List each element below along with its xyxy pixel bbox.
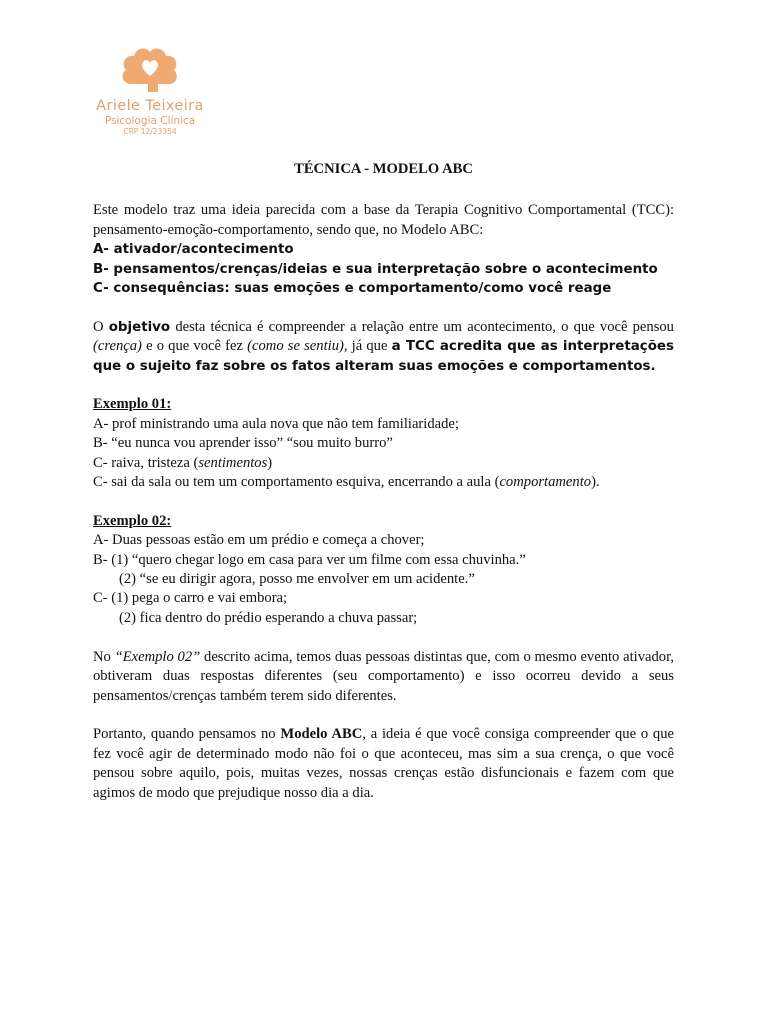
example-2-b1: B- (1) “quero chegar logo em casa para ver um filme com essa chuvinha.” (93, 551, 526, 568)
document-body (93, 160, 674, 803)
logo (94, 44, 206, 136)
abc-item-b: B- pensamentos/crenças/ideias e sua interpretação sobre o acontecimento (93, 261, 658, 277)
logo-subtitle: Psicologia Clínica (104, 115, 196, 127)
example-1-d: C- sai da sala ou tem um comportamento esquiva, encerrando a aula (comportamento). (93, 474, 600, 491)
page-title: TÉCNICA - MODELO ABC (294, 161, 473, 177)
abc-item-c: C- consequências: suas emoções e comportamento/como você reage (93, 281, 612, 297)
abc-item-a: A- ativador/acontecimento (93, 242, 294, 258)
logo-name: Ariele Teixeira (96, 98, 204, 114)
objective-paragraph: O objetivo desta técnica é compreender a relação entre um acontecimento, o que você pensou (crença) e o que você fez (como se sentiu), já que a TCC acredita que as interpretações que o sujeito faz sobre os fatos alteram suas emoções e comportamentos. (93, 318, 674, 374)
example-2-c2: (2) fica dentro do prédio esperando a chuva passar; (119, 609, 418, 626)
example-1-b: B- “eu nunca vou aprender isso” “sou muito burro” (93, 435, 393, 452)
brain-heart-icon (118, 44, 182, 96)
example-1-title: Exemplo 01: (93, 396, 172, 413)
example-1-c: C- raiva, tristeza (sentimentos) (93, 454, 273, 471)
example-2-b2: (2) “se eu dirigir agora, posso me envolver em um acidente.” (119, 571, 475, 588)
example-2-a: A- Duas pessoas estão em um prédio e começa a chover; (93, 532, 425, 549)
conclusion-paragraph: Portanto, quando pensamos no Modelo ABC, a ideia é que você consiga compreender que o que fez você agir de determinado modo não foi o que aconteceu, mas sim a sua crença, o que você pensou sobre aquilo, pois, muitas vezes, nossas crenças estão disfuncionais e fazem com que agimos de modo que prejudique nosso dia a dia. (93, 726, 675, 801)
example-1-a: A- prof ministrando uma aula nova que não tem familiaridade; (93, 415, 459, 432)
example-2-title: Exemplo 02: (93, 512, 172, 529)
logo-crp: CRP 12/23354 (123, 127, 177, 136)
example-explanation-paragraph: No “Exemplo 02” descrito acima, temos duas pessoas distintas que, com o mesmo evento ativador, obtiveram duas respostas diferentes (seu comportamento) e isso ocorreu devido a seus pensamentos/crenças também terem sido diferentes. (93, 648, 674, 704)
intro-paragraph: Este modelo traz uma ideia parecida com a base da Terapia Cognitivo Comportamental (TCC): pensamento-emoção-comportamento, sendo que, no Modelo ABC: (93, 202, 674, 238)
example-2-c1: C- (1) pega o carro e vai embora; (93, 590, 288, 607)
